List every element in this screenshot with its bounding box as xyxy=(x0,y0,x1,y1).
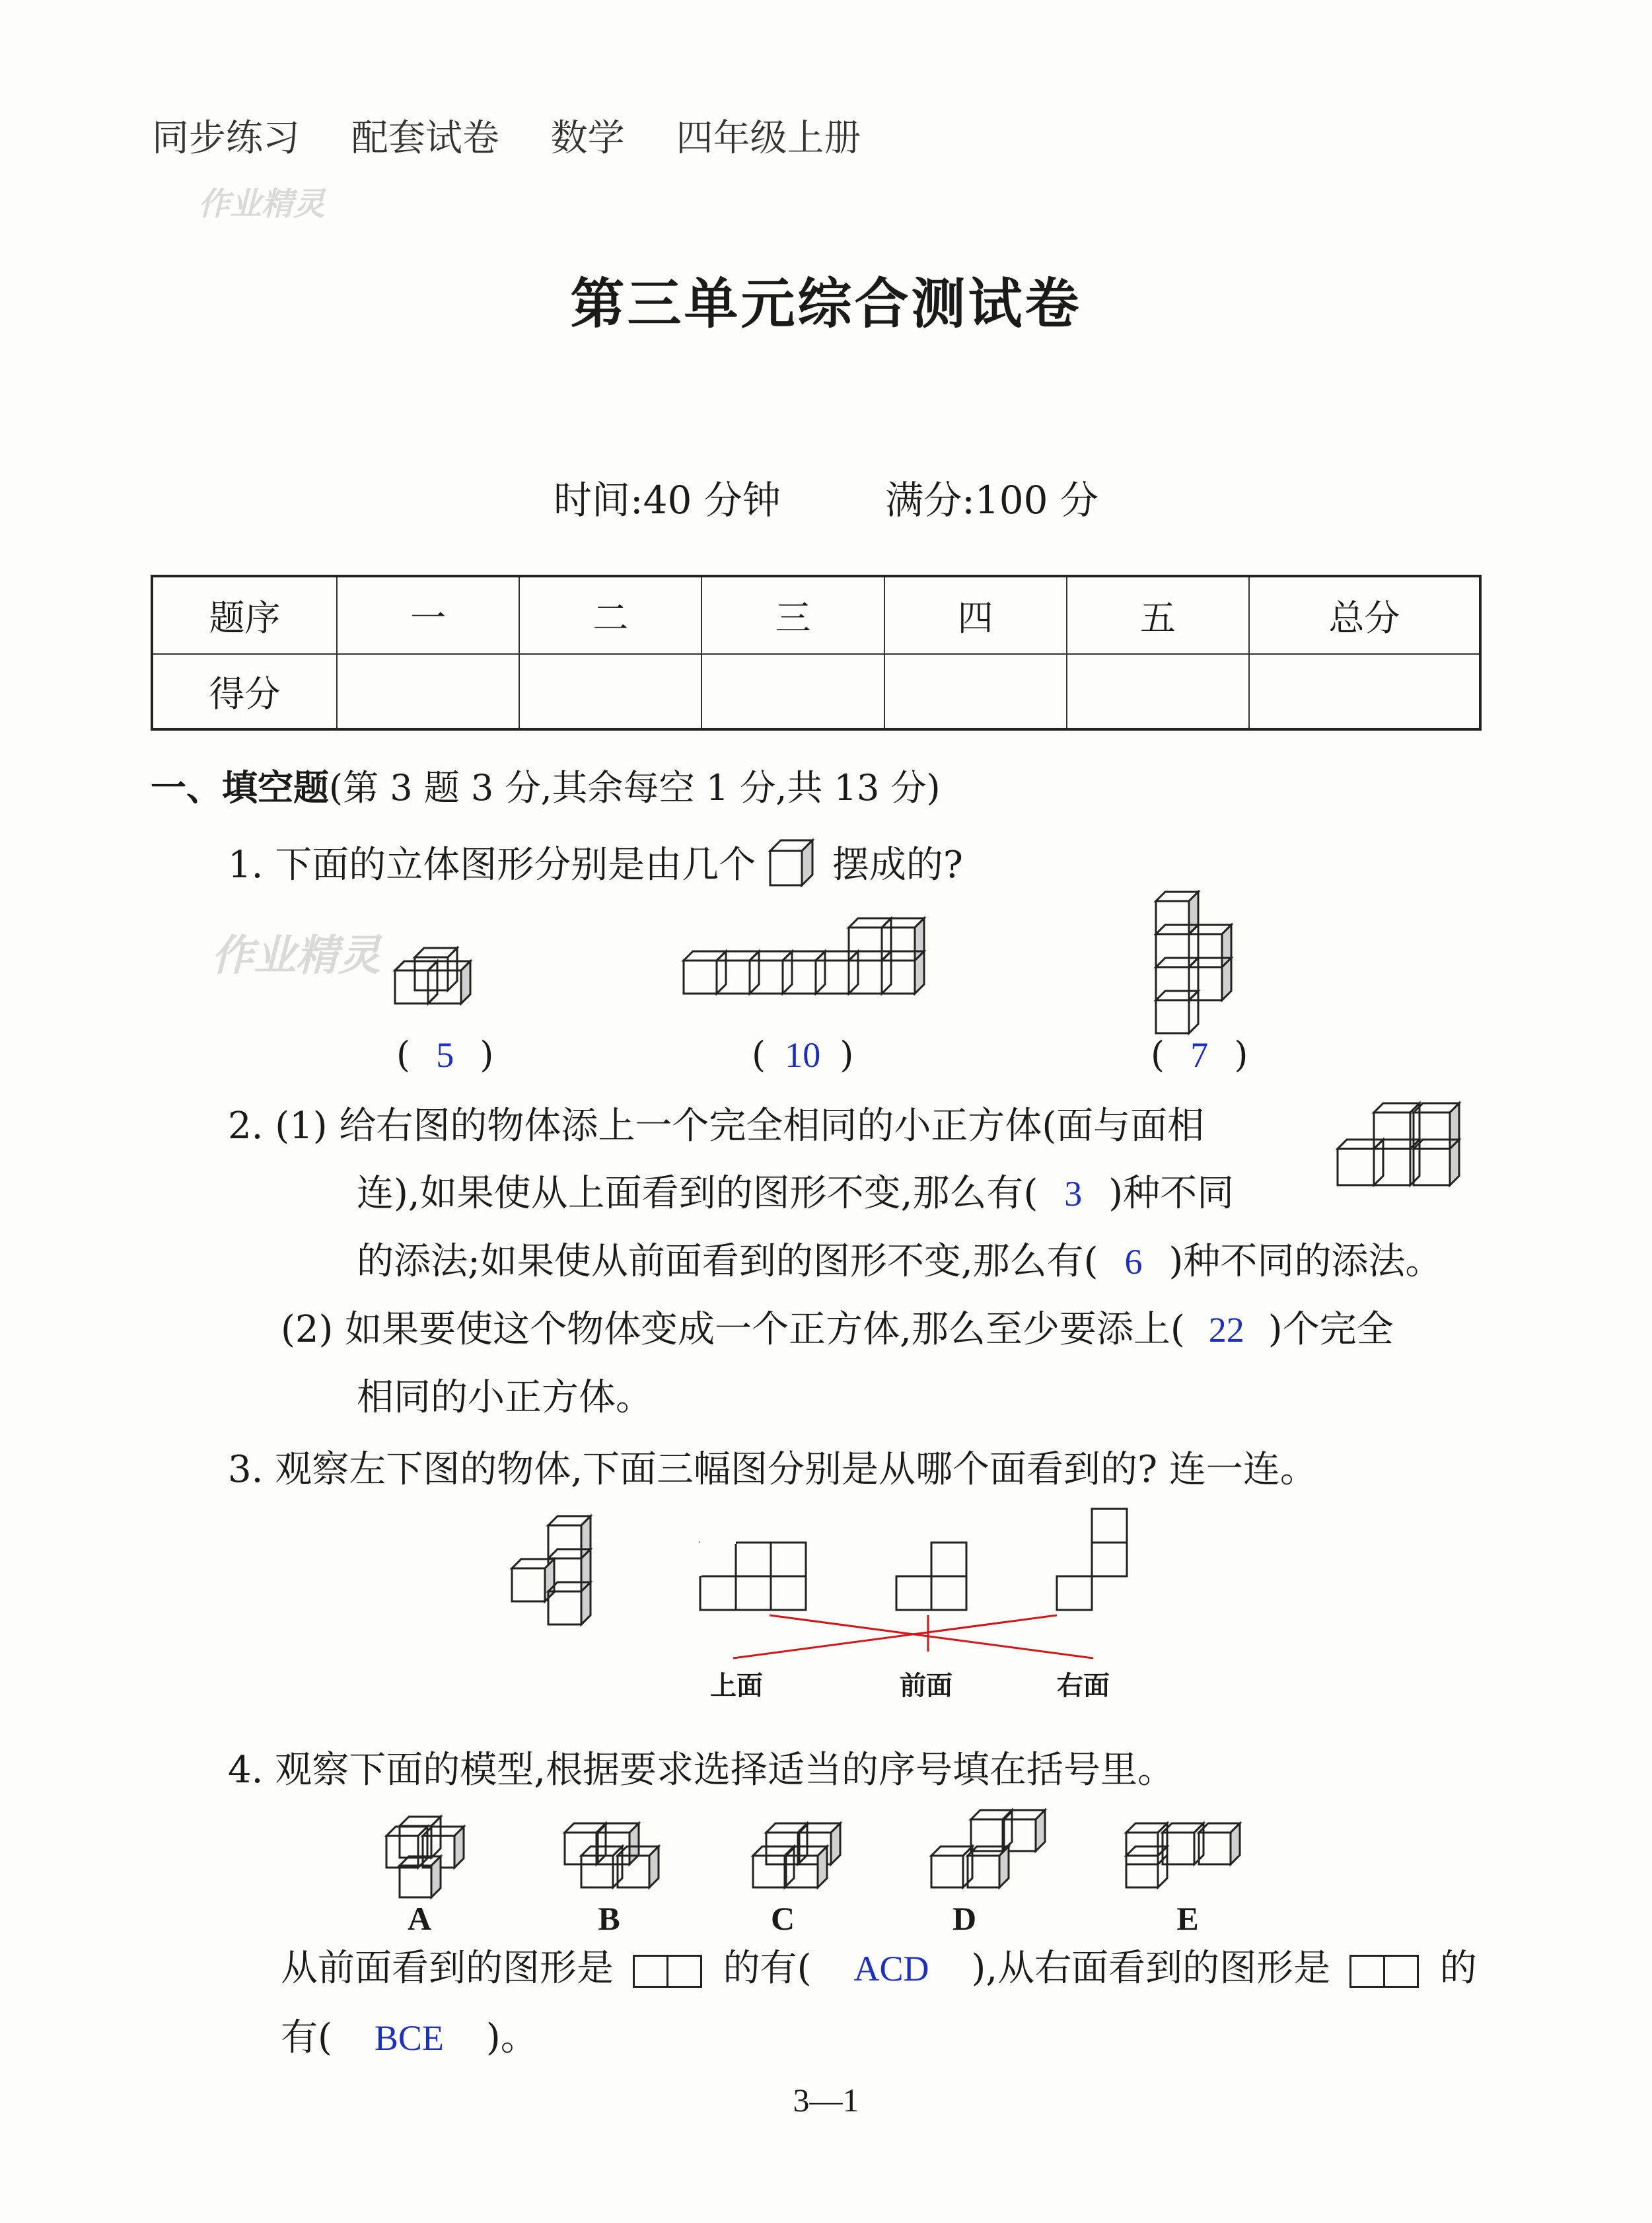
question-4-line xyxy=(281,2008,538,2061)
unit-cube xyxy=(1163,1823,1203,1864)
table-cell: 得分 xyxy=(152,654,337,729)
question-4-line xyxy=(281,1939,1477,1992)
answer-text: 10 xyxy=(785,1035,821,1075)
header-item: 数学 xyxy=(550,117,625,160)
question-text: (2) 如果要使这个物体变成一个正方体,那么至少要添上( xyxy=(281,1308,1185,1351)
question-text: 摆成的? xyxy=(832,844,963,887)
question-text: 的添法;如果使从前面看到的图形不变,那么有( xyxy=(357,1240,1098,1283)
view-label-front[interactable]: 前面 xyxy=(900,1671,952,1701)
question-text: 有( xyxy=(281,2016,332,2059)
paren: ( xyxy=(396,1034,411,1075)
unit-cube xyxy=(1199,1823,1240,1864)
unit-cube xyxy=(968,1846,1009,1887)
answer-text: 7 xyxy=(1190,1035,1209,1075)
paren: ( xyxy=(1151,1034,1165,1075)
question-4: 4. 观察下面的模型,根据要求选择适当的序号填在括号里。 xyxy=(228,1749,1175,1792)
table-cell: 题序 xyxy=(152,576,337,654)
unit-cube xyxy=(400,1817,441,1858)
watermark-logo: 作业精灵 xyxy=(198,186,326,223)
question-text: 的有( xyxy=(723,1947,812,1990)
paren: ) xyxy=(840,1034,854,1075)
unit-cube xyxy=(581,1846,622,1887)
view-label-top[interactable]: 上面 xyxy=(710,1671,763,1701)
question-text: 1. 下面的立体图形分别是由几个 xyxy=(228,844,756,887)
header-item: 同步练习 xyxy=(152,117,300,160)
page-title: 第三单元综合测试卷 xyxy=(570,272,1082,336)
question-text: )种不同 xyxy=(1108,1172,1235,1215)
table-cell: 五 xyxy=(1067,576,1249,654)
model-label: C xyxy=(770,1900,795,1937)
unit-cube xyxy=(1126,1846,1167,1887)
model-label: A xyxy=(407,1900,432,1937)
question-text: )个完全 xyxy=(1268,1308,1394,1351)
unit-cube xyxy=(386,1827,427,1868)
header-item: 四年级上册 xyxy=(676,117,861,160)
answer-text: BCE xyxy=(374,2018,444,2058)
unit-cube xyxy=(400,1856,441,1897)
question-2-line: 2. (1) 给右图的物体添上一个完全相同的小正方体(面与面相 xyxy=(228,1105,1205,1148)
answer-text: 3 xyxy=(1064,1174,1083,1214)
answer-text: ACD xyxy=(853,1949,929,1988)
table-cell: 总分 xyxy=(1249,576,1480,654)
view-label-right[interactable]: 右面 xyxy=(1057,1671,1110,1701)
table-cell: 二 xyxy=(519,576,701,654)
unit-cube xyxy=(1126,1823,1167,1864)
answer-text: 6 xyxy=(1124,1242,1143,1282)
question-text: 从前面看到的图形是 xyxy=(281,1947,614,1990)
question-text: 的 xyxy=(1439,1947,1477,1990)
question-3: 3. 观察左下图的物体,下面三幅图分别是从哪个面看到的? 连一连。 xyxy=(228,1448,1317,1491)
full-score: 满分:100 分 xyxy=(885,478,1098,523)
header-item: 配套试卷 xyxy=(351,117,499,160)
two-square-icon xyxy=(1351,1947,1419,1990)
watermark-logo: 作业精灵 xyxy=(211,931,380,980)
question-2-line: 相同的小正方体。 xyxy=(357,1376,653,1419)
paren: ) xyxy=(480,1034,494,1075)
two-square-icon xyxy=(635,1947,702,1990)
unit-cube xyxy=(931,1846,972,1887)
model-label: E xyxy=(1176,1900,1199,1937)
question-text: )。 xyxy=(485,2016,538,2059)
question-text: )种不同的添法。 xyxy=(1168,1240,1443,1283)
table-cell: 一 xyxy=(337,576,519,654)
unit-cube xyxy=(423,1827,464,1868)
time-limit: 时间:40 分钟 xyxy=(554,478,781,523)
question-text: 连),如果使从上面看到的图形不变,那么有( xyxy=(357,1172,1038,1215)
model-label: D xyxy=(952,1900,977,1937)
answer-text: 5 xyxy=(436,1035,454,1075)
paren: ) xyxy=(1234,1034,1248,1075)
answer-text: 22 xyxy=(1208,1310,1244,1350)
table-cell: 三 xyxy=(701,576,884,654)
question-text: ),从右面看到的图形是 xyxy=(971,1947,1331,1990)
model-label: B xyxy=(598,1900,620,1937)
paren: ( xyxy=(752,1034,766,1075)
page-number: 3—1 xyxy=(793,2082,859,2119)
section-title: 一、填空题 xyxy=(151,767,329,809)
table-cell: 四 xyxy=(884,576,1067,654)
section-note: (第 3 题 3 分,其余每空 1 分,共 13 分) xyxy=(329,767,941,809)
